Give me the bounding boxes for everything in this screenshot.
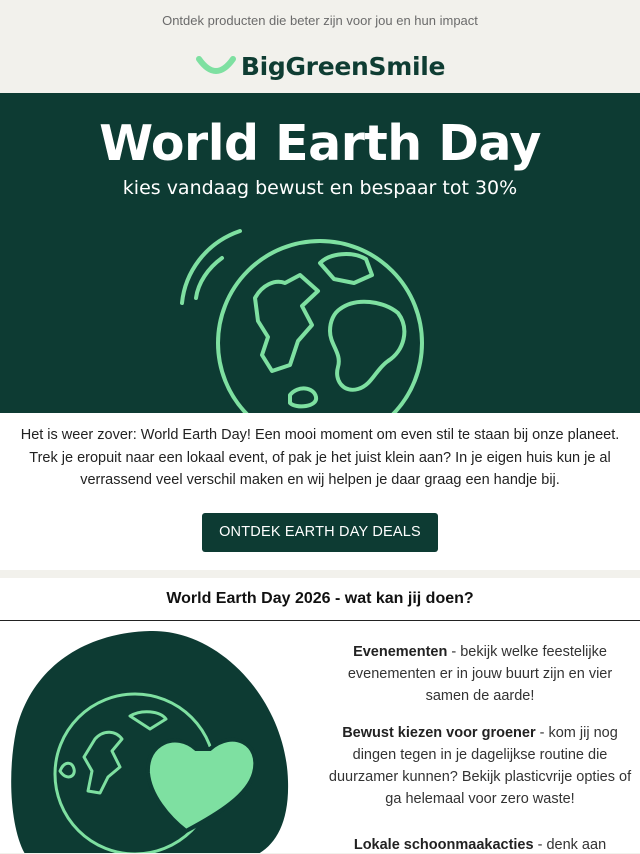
smile-icon <box>195 55 237 79</box>
tips-list <box>326 641 634 853</box>
tip-title: Lokale schoonmaakacties <box>353 837 534 853</box>
brand-name: BigGreenSmile <box>240 52 446 81</box>
globe-icon <box>0 93 640 413</box>
tip-text: - bekijk welke feestelijke evenementen er in jouw buurt zijn en vier samen de aarde! <box>347 644 613 704</box>
tip-title: Bewust kiezen voor groener <box>342 725 536 741</box>
section-title: World Earth Day 2026 - wat kan jij doen? <box>0 578 640 621</box>
intro-block <box>0 413 640 570</box>
tip-text: - denk aan <box>533 837 607 853</box>
globe-heart-icon <box>0 621 320 853</box>
preheader-text: Ontdek producten die beter zijn voor jou en hun impact <box>162 12 478 28</box>
tip-item-bewust-kiezen <box>326 722 634 810</box>
tip-item-evenementen <box>326 641 634 707</box>
brand-logo[interactable] <box>0 40 640 93</box>
earth-day-deals-button[interactable]: ONTDEK EARTH DAY DEALS <box>202 513 438 552</box>
tip-title: Evenementen <box>353 644 448 660</box>
tips-section <box>0 621 640 853</box>
hero-banner[interactable] <box>0 93 640 413</box>
hero-subtitle: kies vandaag bewust en bespaar tot 30% <box>122 177 518 199</box>
hero-title: World Earth Day <box>99 115 541 172</box>
tip-text: - kom jij nog dingen tegen in je dagelijkse routine die duurzamer kunnen? Bekijk plasticvrije opties of ga helemaal voor zero waste! <box>328 725 632 807</box>
intro-text: Het is weer zover: World Earth Day! Een mooi moment om even stil te staan bij onze planeet. Trek je eropuit naar een lokaal event, of pak je het juist klein aan? In je eigen huis kun je al verrassend veel verschil maken en wij helpen je daar graag een handje bij. <box>20 427 620 488</box>
tip-item-schoonmaakacties <box>326 834 634 853</box>
section-divider <box>0 570 640 578</box>
